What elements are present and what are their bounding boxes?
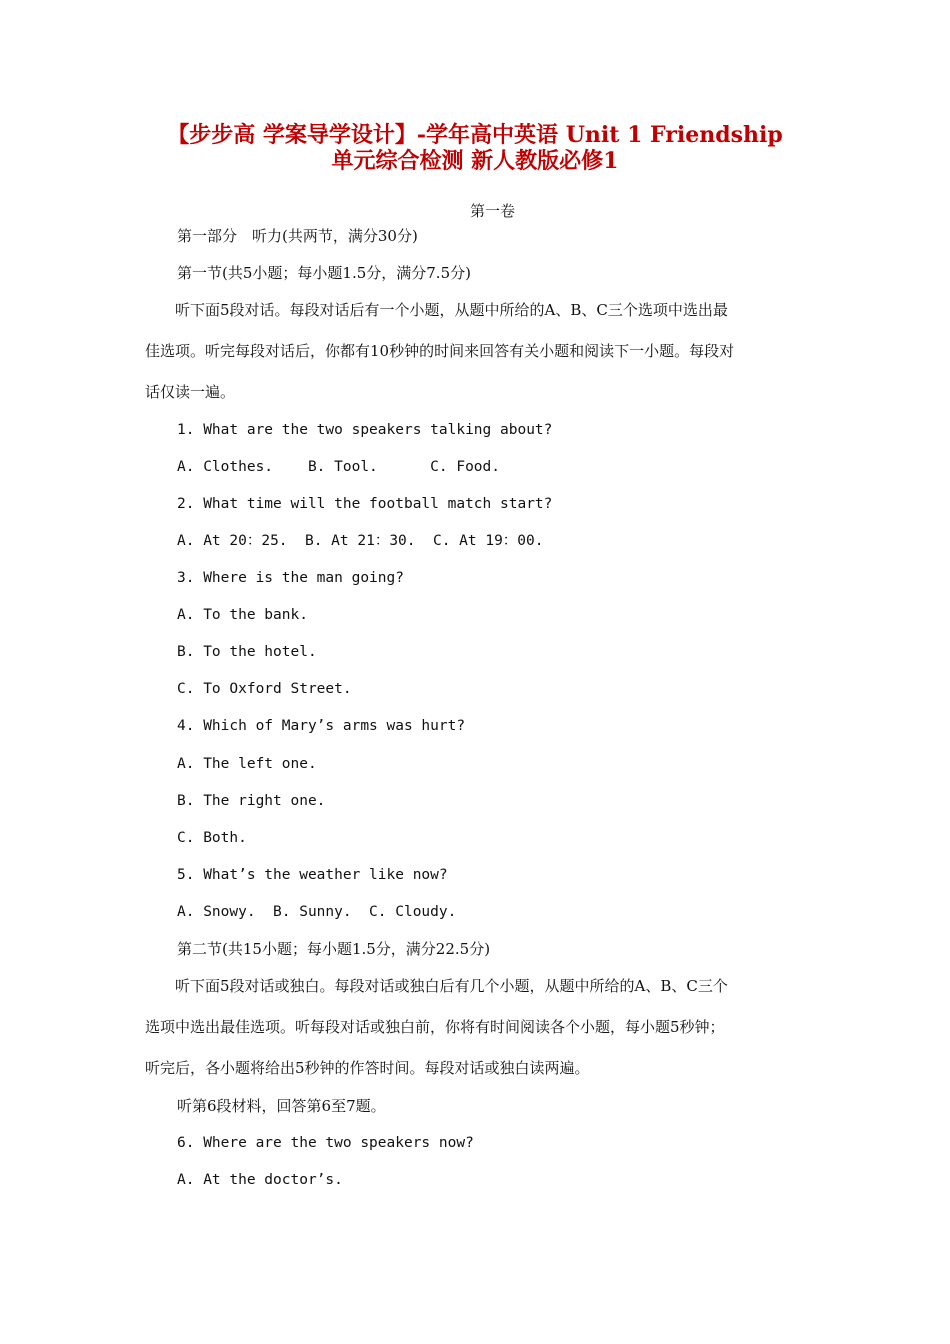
question-3-option-c: C. To Oxford Street.	[177, 681, 352, 697]
instructions2-paragraph	[145, 976, 810, 1099]
section2-heading: 第二节(共15小题；每小题1.5分，满分22.5分)	[177, 940, 491, 958]
question-1: 1. What are the two speakers talking about?	[177, 422, 553, 438]
question-4-option-b: B. The right one.	[177, 793, 326, 809]
question-6-option-a: A. At the doctor’s.	[177, 1172, 343, 1188]
material-6-heading: 听第6段材料，回答第6至7题。	[177, 1097, 386, 1115]
question-2: 2. What time will the football match start?	[177, 496, 553, 512]
section1-heading: 第一节(共5小题；每小题1.5分，满分7.5分)	[177, 264, 471, 282]
question-3-option-b: B. To the hotel.	[177, 644, 317, 660]
question-6: 6. Where are the two speakers now?	[177, 1135, 474, 1151]
question-5: 5. What’s the weather like now?	[177, 867, 448, 883]
instructions2-line: 听完后，各小题将给出5秒钟的作答时间。每段对话或独白读两遍。	[145, 1059, 590, 1077]
question-3-option-a: A. To the bank.	[177, 607, 308, 623]
instructions1-line: 佳选项。听完每段对话后，你都有10秒钟的时间来回答有关小题和阅读下一小题。每段对	[145, 342, 735, 360]
instructions1-line: 听下面5段对话。每段对话后有一个小题，从题中所给的A、B、C三个选项中选出最	[145, 301, 728, 319]
instructions1-line: 话仅读一遍。	[145, 383, 236, 401]
instructions2-line: 选项中选出最佳选项。听每段对话或独白前，你将有时间阅读各个小题，每小题5秒钟；	[145, 1018, 725, 1036]
document-title-line1: 【步步高 学案导学设计】-学年高中英语 Unit 1 Friendship	[167, 122, 783, 148]
question-4-option-c: C. Both.	[177, 830, 247, 846]
question-2-options: A. At 20：25. B. At 21：30. C. At 19：00.	[177, 533, 544, 549]
question-4: 4. Which of Mary’s arms was hurt?	[177, 718, 466, 734]
part1-heading: 第一部分 听力(共两节，满分30分)	[177, 227, 418, 245]
volume-heading: 第一卷	[469, 202, 515, 220]
question-4-option-a: A. The left one.	[177, 756, 317, 772]
instructions2-line: 听下面5段对话或独白。每段对话或独白后有几个小题，从题中所给的A、B、C三个	[145, 977, 728, 995]
question-3: 3. Where is the man going?	[177, 570, 404, 586]
document-title-line2: 单元综合检测 新人教版必修1	[331, 148, 619, 174]
question-1-options: A. Clothes. B. Tool. C. Food.	[177, 459, 501, 475]
question-5-options: A. Snowy. B. Sunny. C. Cloudy.	[177, 904, 457, 920]
instructions1-paragraph	[145, 300, 810, 423]
